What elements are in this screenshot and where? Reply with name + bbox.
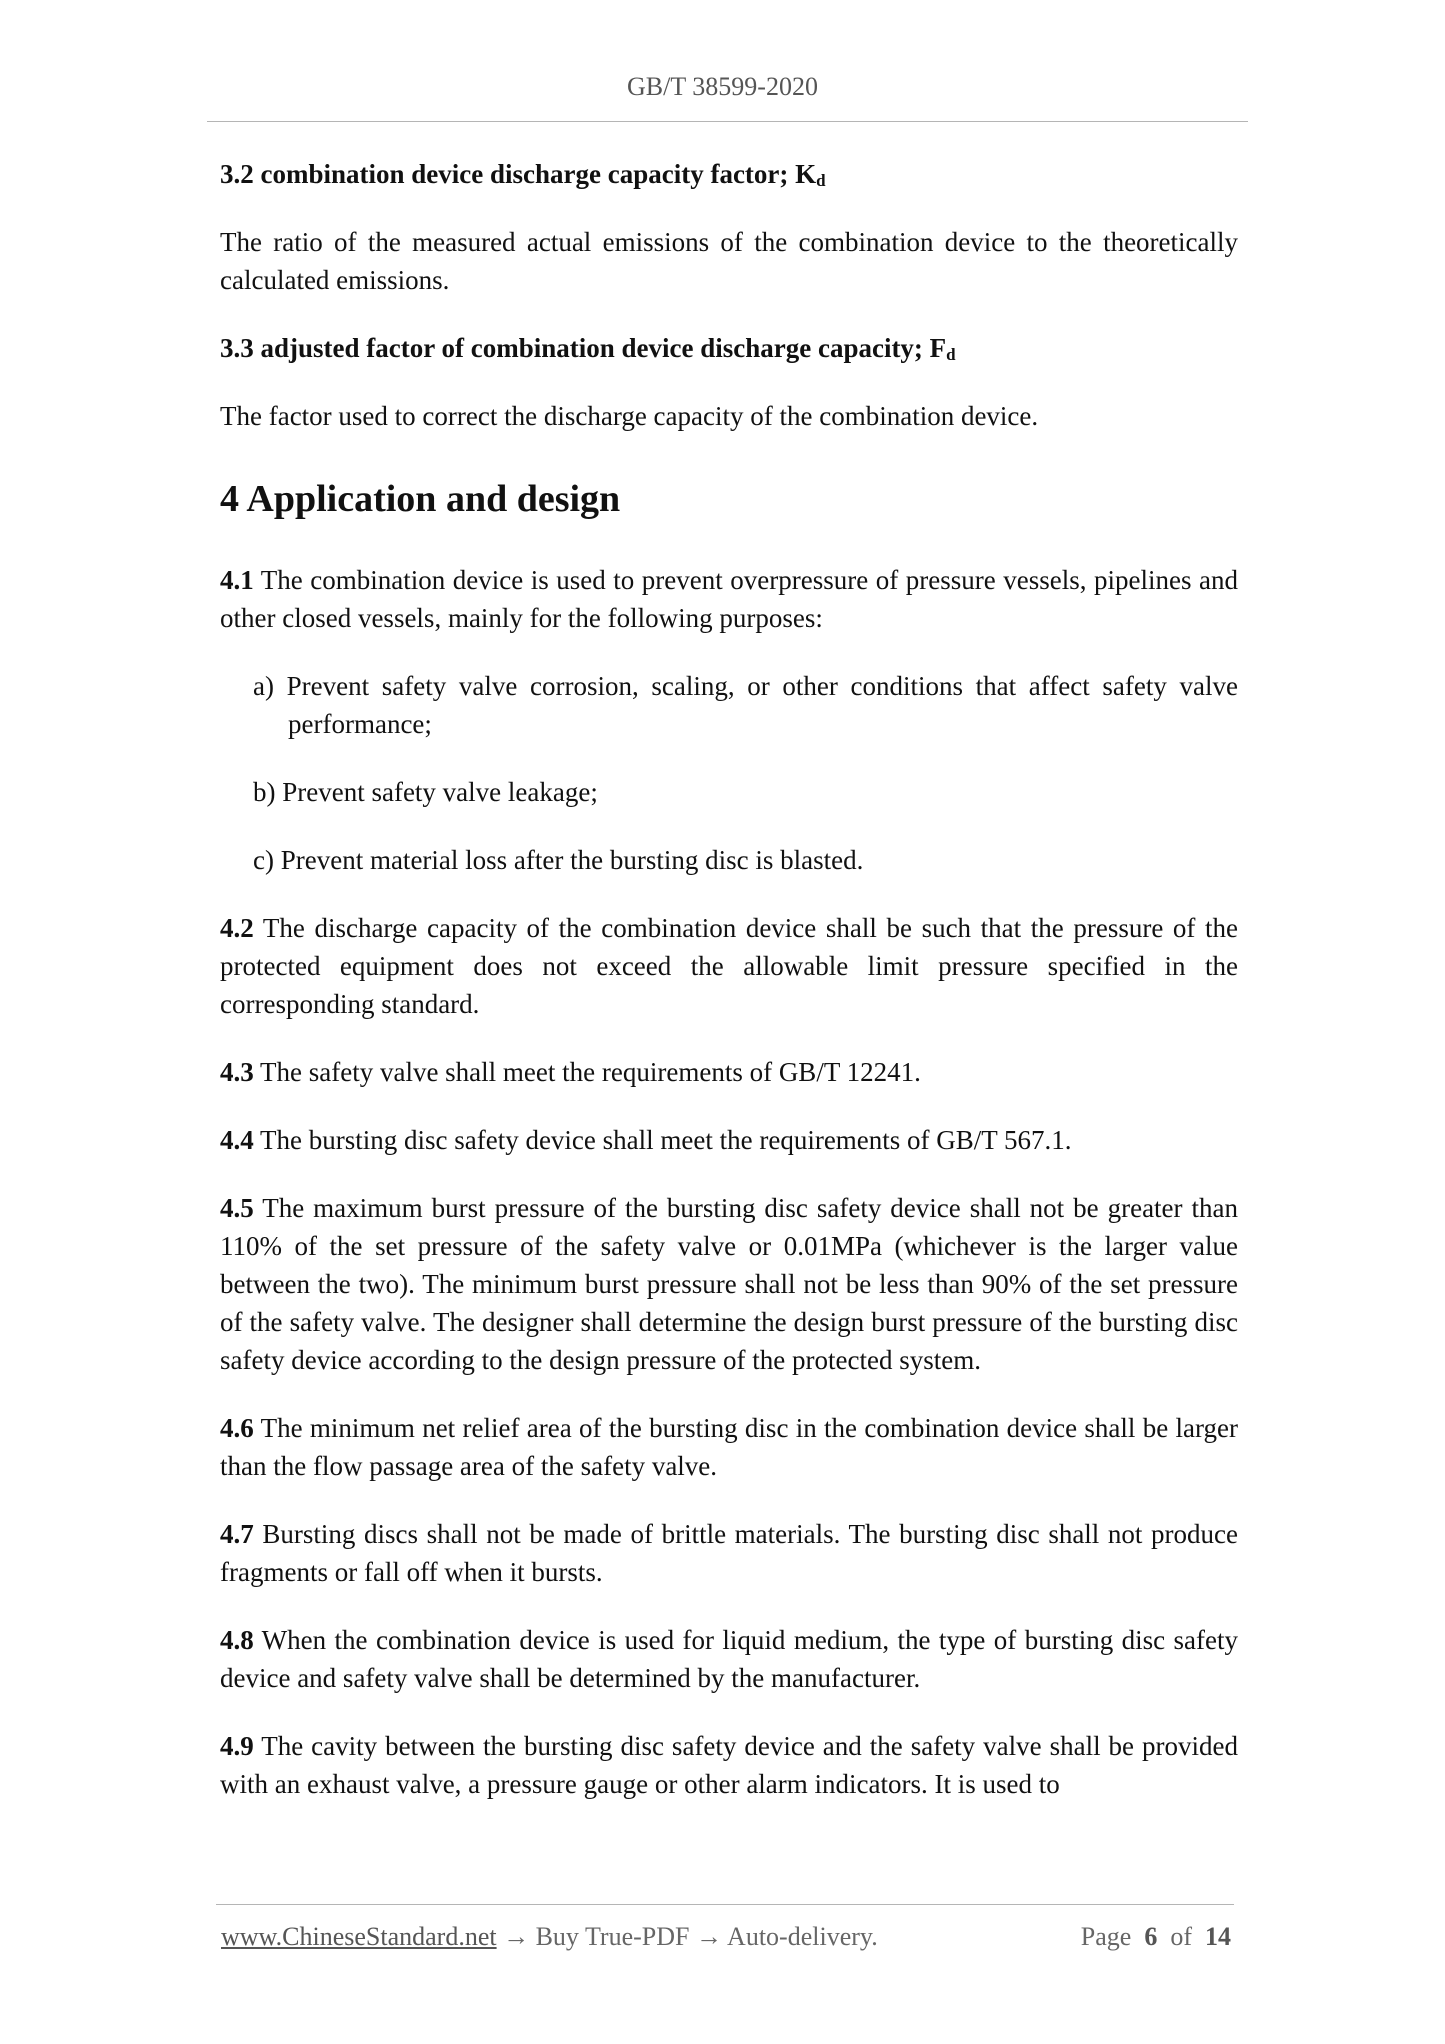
clause-number: 4.6	[220, 1413, 254, 1443]
footer-divider	[216, 1904, 1234, 1905]
clause-number: 4.4	[220, 1125, 254, 1155]
clause-number: 4.8	[220, 1625, 254, 1655]
header-divider	[207, 121, 1248, 122]
symbol-subscript: d	[946, 345, 956, 364]
website-link[interactable]: www.ChineseStandard.net	[221, 1922, 497, 1951]
clause-4-5: 4.5 The maximum burst pressure of the bursting disc safety device shall not be greater than 110% of the set pressure of the safety valve or 0.01MPa (whichever is the larger value between the two). The minimum burst pressure shall not be less than 90% of the set pressure of the safety valve. The designer shall determine the design burst pressure of the bursting disc safety device according to the design pressure of the protected system.	[220, 1193, 1238, 1375]
footer-tagline: → Buy True-PDF → Auto-delivery.	[496, 1922, 878, 1951]
page-content	[220, 155, 1238, 1803]
clause-4-2: 4.2 The discharge capacity of the combination device shall be such that the pressure of the protected equipment does not exceed the allowable limit pressure specified in the corresponding standard.	[220, 913, 1238, 1019]
definition-text-3-3: The factor used to correct the discharge capacity of the combination device.	[220, 401, 1039, 431]
clause-number: 4.1	[220, 565, 254, 595]
list-item-a: a) Prevent safety valve corrosion, scaling, or other conditions that affect safety valve performance;	[253, 671, 1238, 739]
list-item-b: b) Prevent safety valve leakage;	[253, 777, 598, 807]
clause-4-7: 4.7 Bursting discs shall not be made of brittle materials. The bursting disc shall not produce fragments or fall off when it bursts.	[220, 1519, 1238, 1587]
section-heading-4: 4 Application and design	[220, 478, 621, 520]
clause-4-9: 4.9 The cavity between the bursting disc safety device and the safety valve shall be provided with an exhaust valve, a pressure gauge or other alarm indicators. It is used to	[220, 1731, 1238, 1799]
page-indicator: Page 6 of 14	[1080, 1922, 1231, 1951]
definition-text-3-2: The ratio of the measured actual emissions of the combination device to the theoretically calculated emissions.	[220, 227, 1238, 295]
clause-number: 4.5	[220, 1193, 254, 1223]
definition-term-3-3: 3.3 adjusted factor of combination device discharge capacity; $F_d$	[220, 333, 956, 364]
footer-promo	[221, 1922, 878, 1952]
clause-4-3: 4.3 The safety valve shall meet the requirements of GB/T 12241.	[220, 1057, 921, 1087]
clause-4-4: 4.4 The bursting disc safety device shall meet the requirements of GB/T 567.1.	[220, 1125, 1072, 1155]
clause-number: 4.2	[220, 913, 254, 943]
clause-number: 4.7	[220, 1519, 254, 1549]
clause-number: 4.9	[220, 1731, 254, 1761]
clause-4-6: 4.6 The minimum net relief area of the bursting disc in the combination device shall be larger than the flow passage area of the safety valve.	[220, 1413, 1238, 1481]
clause-number: 4.3	[220, 1057, 254, 1087]
header-standard-number: GB/T 38599-2020	[627, 72, 818, 101]
definition-term-3-2: 3.2 combination device discharge capacity factor; $K_d$	[220, 159, 826, 190]
clause-4-1: 4.1 The combination device is used to prevent overpressure of pressure vessels, pipelines and other closed vessels, mainly for the following purposes:	[220, 565, 1238, 633]
current-page-number: 6	[1144, 1922, 1158, 1951]
symbol-subscript: d	[816, 171, 826, 190]
clause-4-8: 4.8 When the combination device is used for liquid medium, the type of bursting disc safety device and safety valve shall be determined by the manufacturer.	[220, 1625, 1238, 1693]
total-page-count: 14	[1205, 1922, 1231, 1951]
list-item-c: c) Prevent material loss after the bursting disc is blasted.	[253, 845, 864, 875]
